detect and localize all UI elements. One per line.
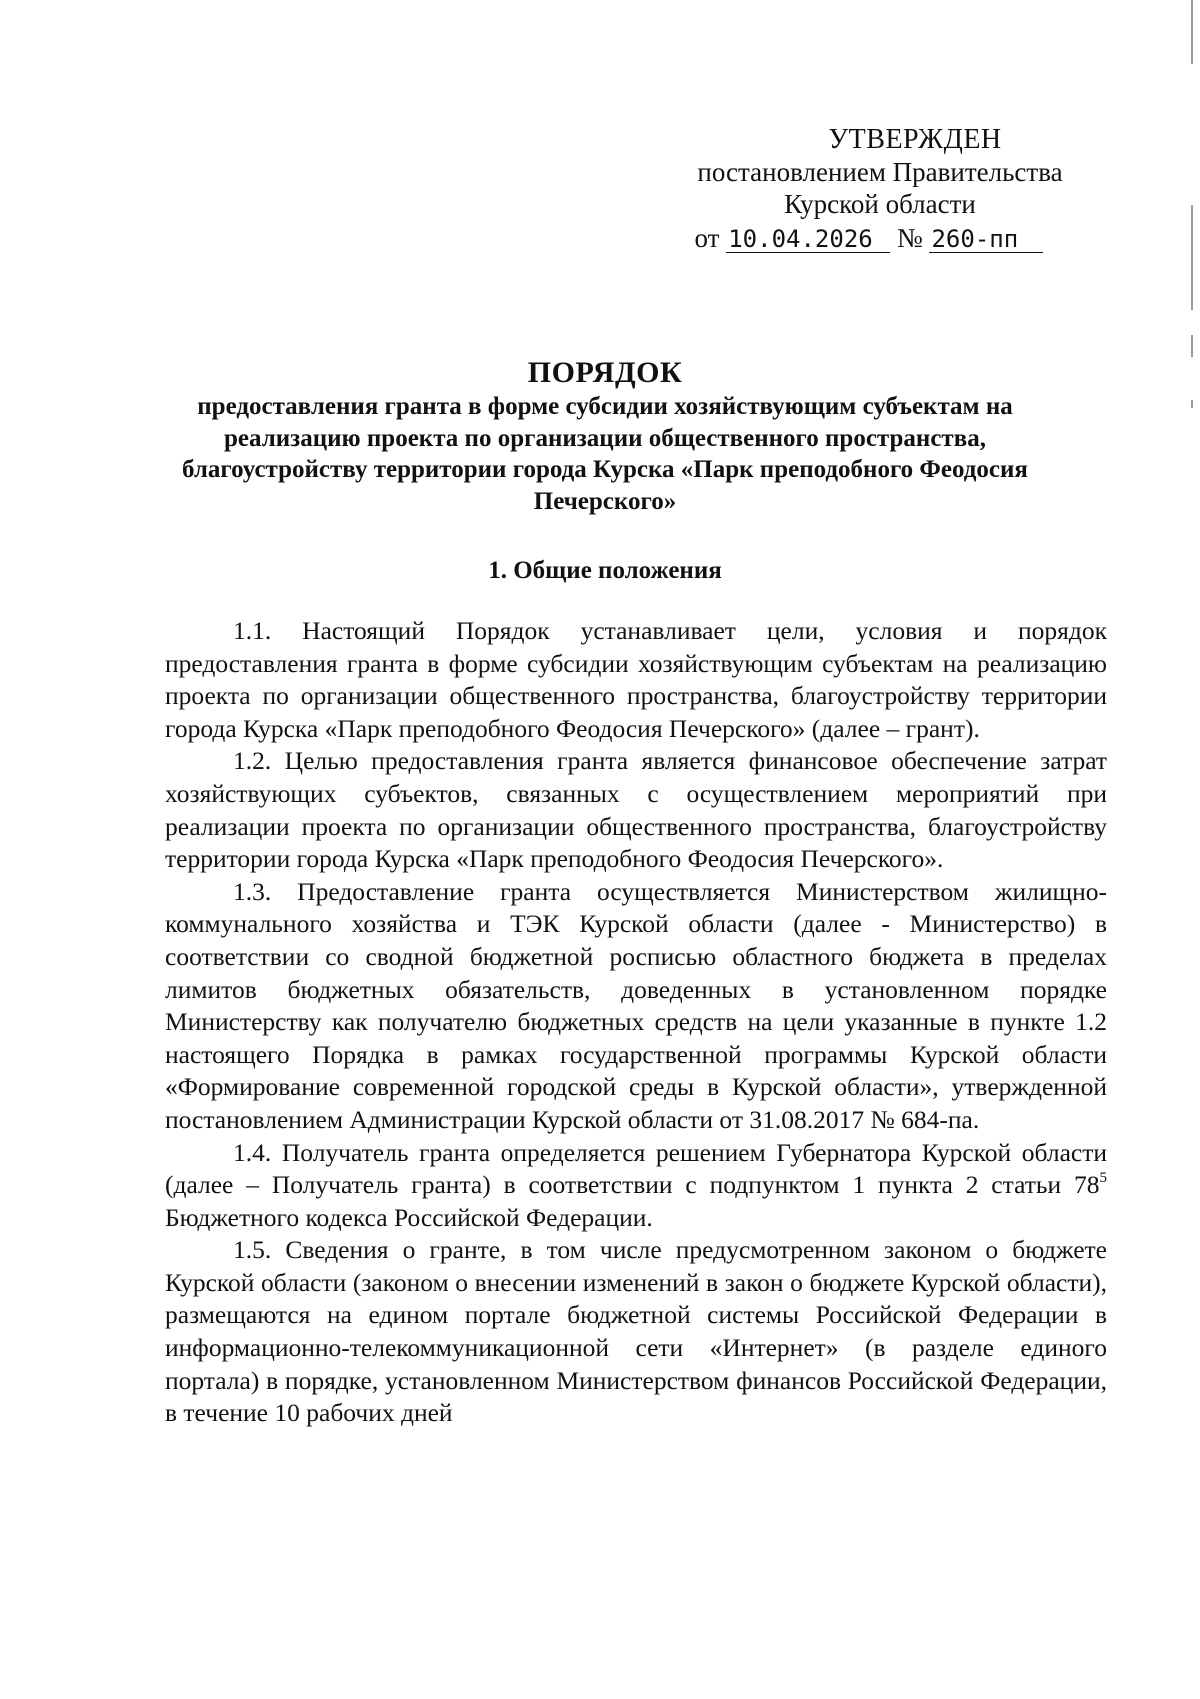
section-heading: 1. Общие положения [488, 557, 722, 584]
paragraph-1-4-end: Бюджетного кодекса Российской Федерации. [165, 1202, 653, 1232]
date-prefix: от [694, 223, 720, 253]
number-sign: № [896, 223, 923, 253]
approval-date: 10.04.2026 [726, 226, 890, 253]
approval-date-line [638, 222, 1100, 254]
document-title [140, 355, 1070, 517]
paragraph-1-3: 1.3. Предоставление гранта осуществляется Министерством жилищно-коммунального хозяйства и ТЭК Курской области (далее - Министерство) в соответствии со сводной бюджетной росписью областного бюджета в пределах лимитов бюджетных обязательств, доведенных в установленном порядке Министерству как получателю бюджетных средств на цели указанные в пункте 1.2 настоящего Порядка в рамках государственной программы Курской области «Формирование современной городской среды в Курской области», утвержденной постановлением Администрации Курской области от 31.08.2017 № 684-па. [165, 876, 1107, 1134]
paragraph-1-4-start: 1.4. Получатель гранта определяется решением Губернатора Курской области (далее – Получатель гранта) в соответствии с подпунктом 1 пункта 2 статьи 78 [165, 1137, 1107, 1200]
approval-line-2: Курской области [784, 189, 976, 219]
title-subtitle: предоставления гранта в форме субсидии хозяйствующим субъектам на реализацию проекта по организации общественного пространства, благоустройству территории города Курска «Парк преподобного Феодосия Печерского» [182, 393, 1028, 515]
superscript-5: 5 [1099, 1170, 1107, 1187]
scan-edge-mark [1191, 205, 1193, 310]
approval-title: УТВЕРЖДЕН [828, 124, 1002, 155]
approval-block [660, 124, 1100, 254]
approval-number: 260-пп [929, 226, 1043, 253]
scan-edge-mark [1191, 400, 1193, 408]
title-main: ПОРЯДОК [527, 356, 683, 389]
document-body [165, 615, 1107, 1430]
paragraph-1-1: 1.1. Настоящий Порядок устанавливает цели, условия и порядок предоставления гранта в форме субсидии хозяйствующим субъектам на реализацию проекта по организации общественного пространства, благоустройству территории города Курска «Парк преподобного Феодосия Печерского» (далее – грант). [165, 616, 1107, 743]
paragraph-1-4 [165, 1137, 1107, 1235]
paragraph-1-2: 1.2. Целью предоставления гранта является финансовое обеспечение затрат хозяйствующих субъектов, связанных с осуществлением мероприятий при реализации проекта по организации общественного пространства, благоустройству территории города Курска «Парк преподобного Феодосия Печерского». [165, 746, 1107, 874]
scan-edge-mark [1191, 0, 1193, 64]
scan-edge-mark [1191, 335, 1193, 357]
approval-line-1: постановлением Правительства [697, 157, 1063, 187]
paragraph-1-5: 1.5. Сведения о гранте, в том числе предусмотренном законом о бюджете Курской области (законом о внесении изменений в закон о бюджете Курской области), размещаются на едином портале бюджетной системы Российской Федерации в информационно-телекоммуникационной сети «Интернет» (в разделе единого портала) в порядке, установленном Министерством финансов Российской Федерации, в течение 10 рабочих дней [165, 1235, 1107, 1428]
